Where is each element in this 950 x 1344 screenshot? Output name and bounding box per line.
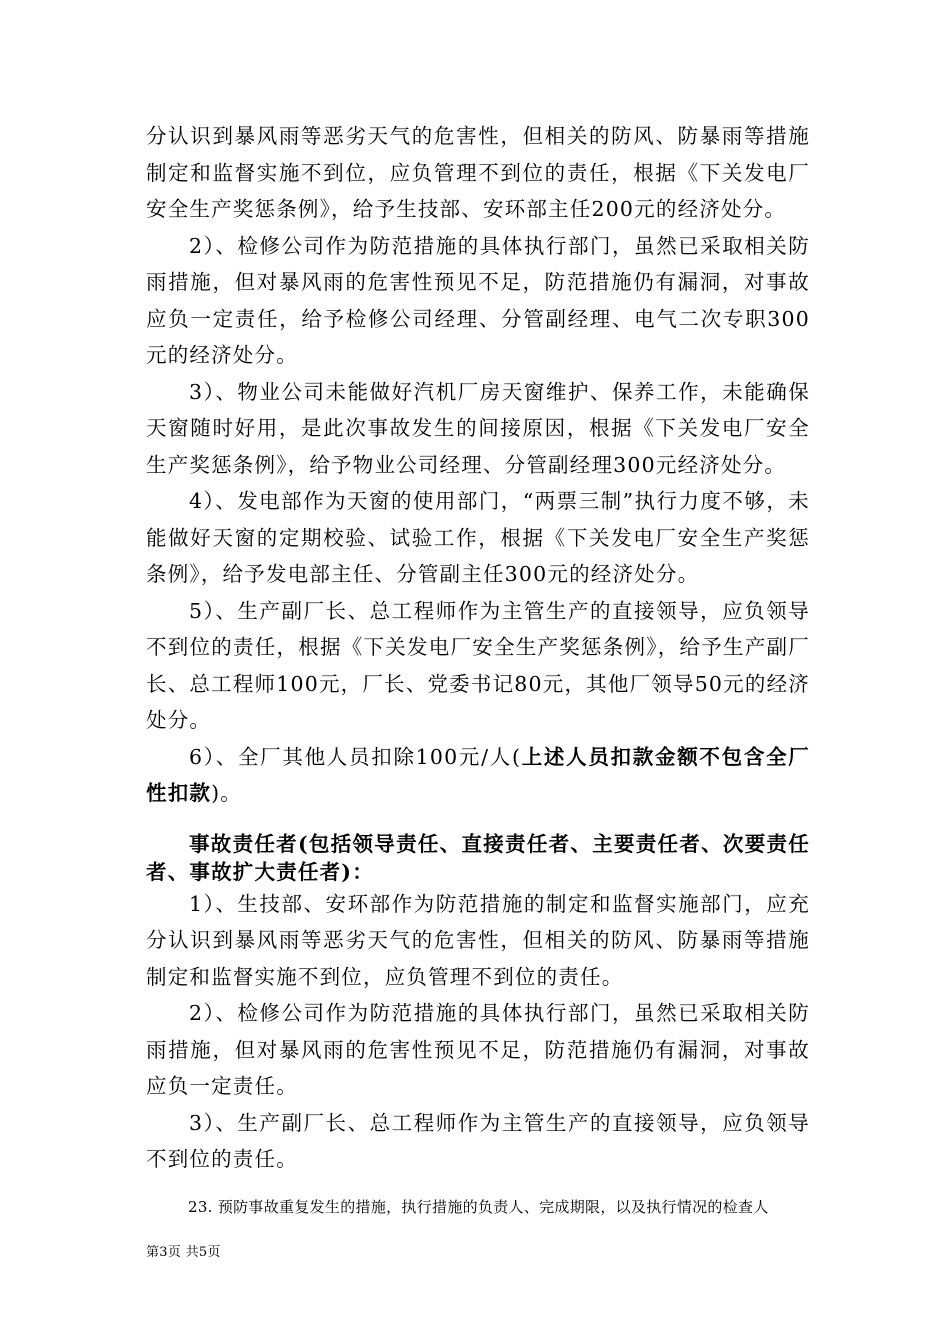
penalty-item-6-bold-note: 上述人员扣款金额不包含全厂性扣款 xyxy=(146,744,810,805)
section-23-heading: 23. 预防事故重复发生的措施，执行措施的负责人、完成期限，以及执行情况的检查人 xyxy=(188,1197,769,1216)
paragraph-continuation: 分认识到暴风雨等恶劣天气的危害性，但相关的防风、防暴雨等措施制定和监督实施不到位，应负管理不到位的责任，根据《下关发电厂安全生产奖惩条例》，给予生技部、安环部主任200元的经济处分。 xyxy=(146,124,810,221)
penalty-item-3: 3）、物业公司未能做好汽机厂房天窗维护、保养工作，未能确保天窗随时好用，是此次事故发生的间接原因，根据《下关发电厂安全生产奖惩条例》，给予物业公司经理、分管副经理300元经济处分。 xyxy=(146,379,810,477)
page-footer: 第3页 共5页 xyxy=(146,1245,221,1260)
document-body xyxy=(146,118,810,1218)
responsibility-item-3: 3）、生产副厂长、总工程师作为主管生产的直接领导，应负领导不到位的责任。 xyxy=(146,1110,810,1171)
responsibility-heading: 事故责任者(包括领导责任、直接责任者、主要责任者、次要责任者、事故扩大责任者)： xyxy=(146,831,810,884)
penalty-item-2: 2）、检修公司作为防范措施的具体执行部门，虽然已采取相关防雨措施，但对暴风雨的危害性预见不足，防范措施仍有漏洞，对事故应负一定责任，给予检修公司经理、分管副经理、电气二次专职300元的经济处分。 xyxy=(146,233,810,367)
penalty-item-6-prefix: 6）、全厂其他人员扣除100元/人( xyxy=(189,744,522,769)
penalty-item-6 xyxy=(146,739,810,812)
responsibility-item-2: 2）、检修公司作为防范措施的具体执行部门，虽然已采取相关防雨措施，但对暴风雨的危害性预见不足，防范措施仍有漏洞，对事故应负一定责任。 xyxy=(146,1001,810,1098)
responsibility-item-1: 1）、生技部、安环部作为防范措施的制定和监督实施部门，应充分认识到暴风雨等恶劣天气的危害性，但相关的防风、防暴雨等措施制定和监督实施不到位，应负管理不到位的责任。 xyxy=(146,891,810,989)
penalty-item-5: 5）、生产副厂长、总工程师作为主管生产的直接领导，应负领导不到位的责任，根据《下关发电厂安全生产奖惩条例》，给予生产副厂长、总工程师100元，厂长、党委书记80元，其他厂领导50元的经济处分。 xyxy=(146,598,810,732)
penalty-item-4: 4）、发电部作为天窗的使用部门，“两票三制”执行力度不够，未能做好天窗的定期校验、试验工作，根据《下关发电厂安全生产奖惩条例》，给予发电部主任、分管副主任300元的经济处分。 xyxy=(146,489,810,586)
penalty-item-6-suffix: )。 xyxy=(211,781,243,805)
